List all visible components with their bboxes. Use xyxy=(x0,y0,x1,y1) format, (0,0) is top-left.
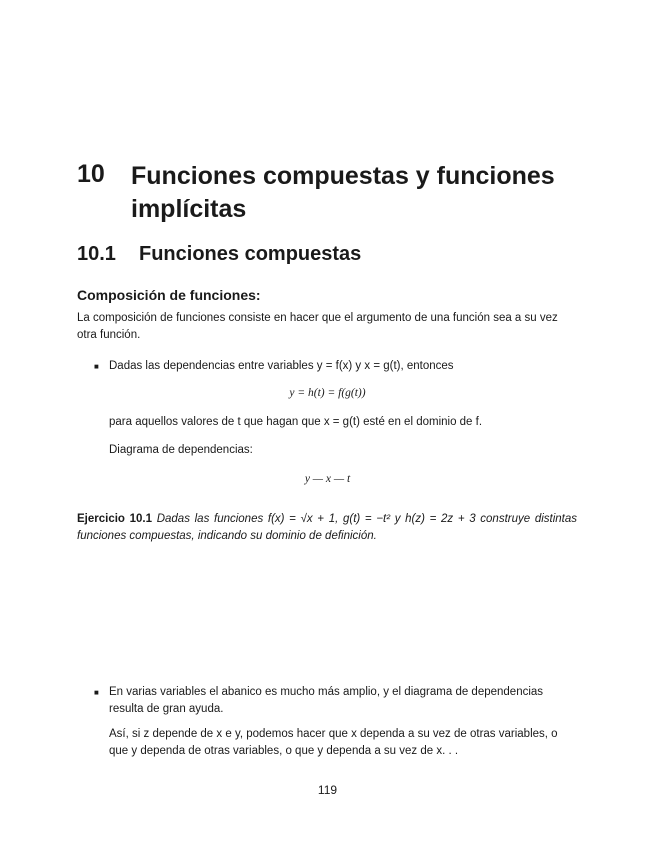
bullet-1-text: Dadas las dependencias entre variables y = f(x) y x = g(t), entonces xyxy=(109,360,454,372)
subsection-title: Composición de funciones: xyxy=(77,287,261,303)
exercise-block xyxy=(77,511,577,545)
page-number: 119 xyxy=(317,783,338,797)
section-number: 10.1 xyxy=(77,243,116,265)
diagram-label: Diagrama de dependencias: xyxy=(109,444,253,456)
bullet-1-followup: para aquellos valores de t que hagan que x = g(t) esté en el dominio de f. xyxy=(109,416,483,428)
bullet-2-followup: Así, si z depende de x e y, podemos hacer que x dependa a su vez de otras variables, o que y dependa de otras variables, o que y dependa a su vez de x. . . xyxy=(109,728,558,757)
bullet-icon: ■ xyxy=(94,688,99,697)
intro-paragraph: La composición de funciones consiste en hacer que el argumento de una función sea a su vez otra función. xyxy=(77,312,558,341)
dependency-diagram: y — x — t xyxy=(304,473,351,485)
bullet-2-text: En varias variables el abanico es mucho más amplio, y el diagrama de dependencias resulta de gran ayuda. xyxy=(109,686,544,715)
composition-formula: y = h(t) = f(g(t)) xyxy=(289,387,366,399)
section-title: Funciones compuestas xyxy=(139,243,362,265)
exercise-text: Dadas las funciones f(x) = √x + 1, g(t) = −t² y h(z) = 2z + 3 construye distintas funciones compuestas, indicando su dominio de definición. xyxy=(77,513,578,542)
exercise-label: Ejercicio 10.1 xyxy=(77,513,153,525)
bullet-icon: ■ xyxy=(94,362,99,371)
chapter-number: 10 xyxy=(77,160,105,188)
chapter-title: Funciones compuestas y funciones implícitas xyxy=(131,162,555,223)
